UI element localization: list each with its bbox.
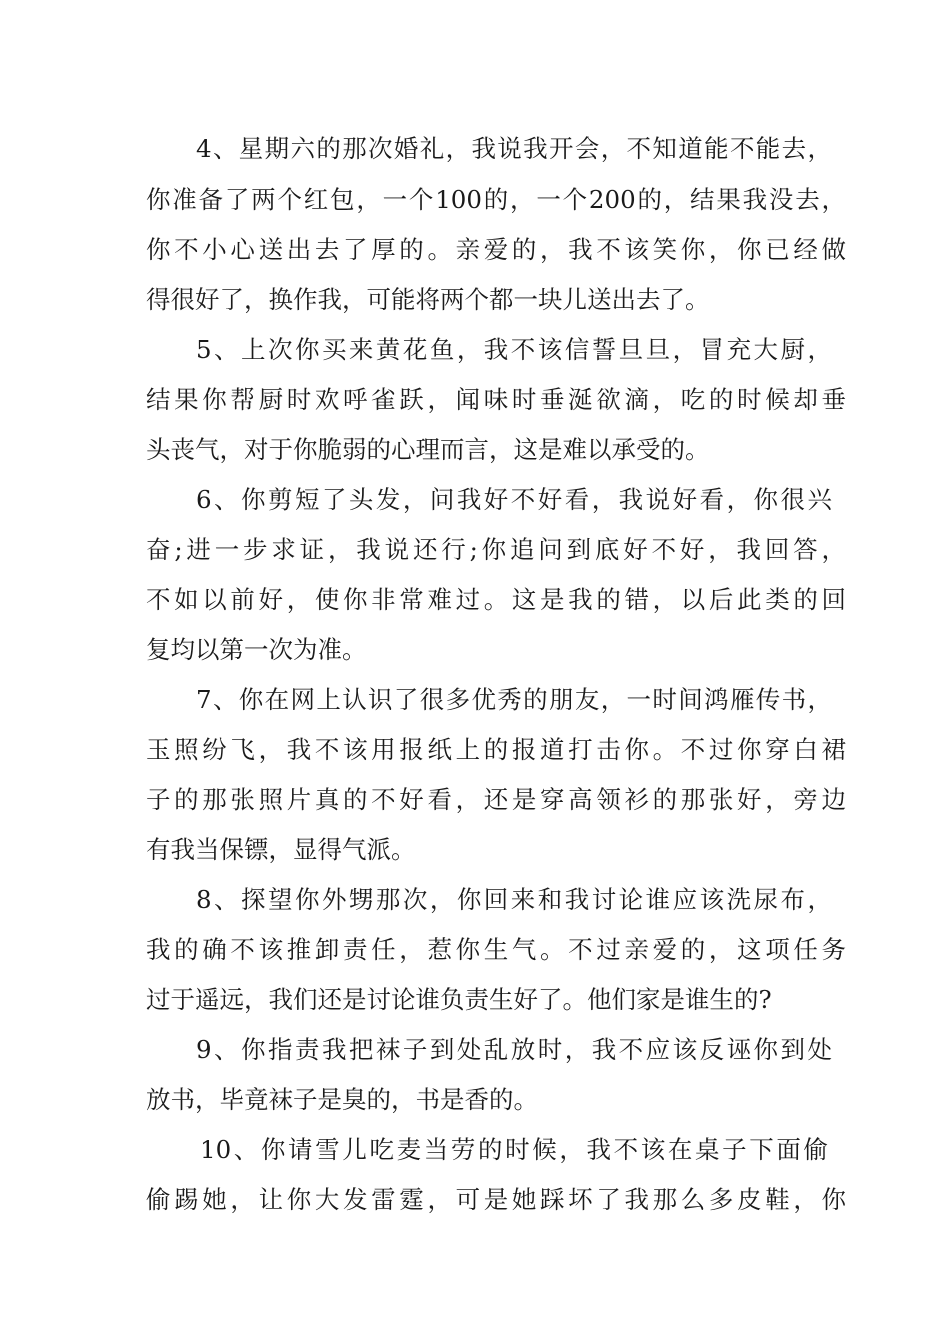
paragraph-7-line-4: 有我当保镖，显得气派。 bbox=[146, 835, 416, 864]
paragraph-7-line-1: 7、你在网上认识了很多优秀的朋友，一时间鸿雁传书， bbox=[196, 685, 832, 714]
paragraph-5-line-3: 头丧气，对于你脆弱的心理而言，这是难以承受的。 bbox=[146, 435, 710, 464]
paragraph-6-line-3: 不如以前好，使你非常难过。这是我的错，以后此类的回 bbox=[146, 585, 846, 614]
paragraph-4-line-3: 你不小心送出去了厚的。亲爱的，我不该笑你，你已经做 bbox=[146, 235, 846, 264]
paragraph-10-line-2: 偷踢她，让你大发雷霆，可是她踩坏了我那么多皮鞋，你 bbox=[146, 1185, 846, 1214]
paragraph-6-line-4: 复均以第一次为准。 bbox=[146, 635, 367, 664]
paragraph-9-line-1: 9、你指责我把袜子到处乱放时，我不应该反诬你到处 bbox=[196, 1035, 832, 1064]
paragraph-6-line-1: 6、你剪短了头发，问我好不好看，我说好看，你很兴 bbox=[196, 485, 832, 514]
paragraph-7-line-3: 子的那张照片真的不好看，还是穿高领衫的那张好，旁边 bbox=[146, 785, 846, 814]
paragraph-10-line-1: 10、你请雪儿吃麦当劳的时候，我不该在桌子下面偷 bbox=[200, 1135, 828, 1164]
paragraph-9-line-2: 放书，毕竟袜子是臭的，书是香的。 bbox=[146, 1085, 538, 1114]
paragraph-6-line-2: 奋;进一步求证，我说还行;你追问到底好不好，我回答， bbox=[146, 535, 846, 564]
paragraph-8-line-1: 8、探望你外甥那次，你回来和我讨论谁应该洗尿布， bbox=[196, 885, 832, 914]
paragraph-5-line-2: 结果你帮厨时欢呼雀跃，闻味时垂涎欲滴，吃的时候却垂 bbox=[146, 385, 846, 414]
paragraph-5-line-1: 5、上次你买来黄花鱼，我不该信誓旦旦，冒充大厨， bbox=[196, 335, 832, 364]
paragraph-4-line-1: 4、星期六的那次婚礼，我说我开会，不知道能不能去， bbox=[196, 134, 832, 163]
paragraph-7-line-2: 玉照纷飞，我不该用报纸上的报道打击你。不过你穿白裙 bbox=[146, 735, 846, 764]
paragraph-4-line-2: 你准备了两个红包，一个100的，一个200的，结果我没去， bbox=[146, 185, 846, 214]
paragraph-4-line-4: 得很好了，换作我，可能将两个都一块儿送出去了。 bbox=[146, 285, 710, 314]
paragraph-8-line-2: 我的确不该推卸责任，惹你生气。不过亲爱的，这项任务 bbox=[146, 935, 846, 964]
paragraph-8-line-3: 过于遥远，我们还是讨论谁负责生好了。他们家是谁生的? bbox=[146, 985, 772, 1014]
